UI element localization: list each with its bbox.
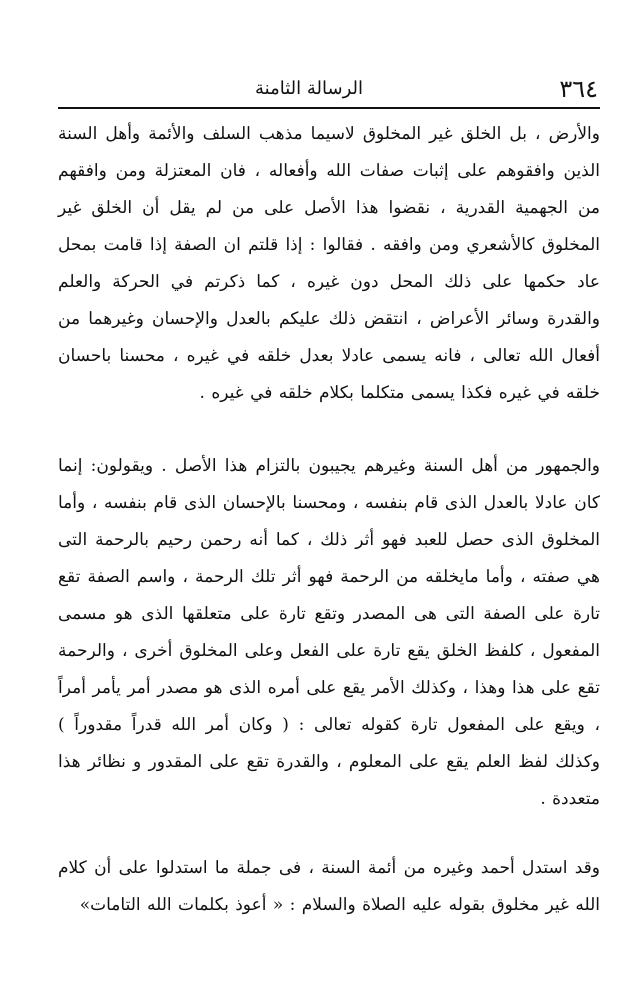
page-body: [58, 116, 600, 924]
running-title: الرسالة الثامنة: [255, 78, 363, 99]
paragraph-3: وقد استدل أحمد وغيره من أئمة السنة ، فى جملة ما استدلوا على أن كلام الله غير مخلوق بقوله عليه الصلاة والسلام : « أعوذ بكلمات الله التامات»: [58, 858, 600, 915]
header-rule: [58, 107, 600, 109]
page-number: ٣٦٤: [559, 75, 598, 103]
paragraph-1: والأرض ، بل الخلق غير المخلوق لاسيما مذهب السلف والأئمة وأهل السنة الذين وافقوهم على إثبات صفات الله وأفعاله ، فان المعتزلة ومن وافقهم من الجهمية القدرية ، نقضوا هذا الأصل على من لم يقل أن الخلق غير المخلوق كالأشعري ومن وافقه . فقالوا : إذا قلتم ان الصفة إذا قامت بمحل عاد حكمها على ذلك المحل دون غيره ، كما ذكرتم في الحركة والعلم والقدرة وسائر الأعراض ، انتقض ذلك عليكم بالعدل والإحسان وغيرهما من أفعال الله تعالى ، فانه يسمى عادلا بعدل خلقه في غيره ، محسنا باحسان خلقه في غيره فكذا يسمى متكلما بكلام خلقه في غيره .: [58, 124, 600, 403]
paragraph-2: والجمهور من أهل السنة وغيرهم يجيبون بالتزام هذا الأصل . ويقولون: إنما كان عادلا بالعدل الذى قام بنفسه ، ومحسنا بالإحسان الذى قام بنفسه ، وأما المخلوق الذى حصل للعبد فهو أثر ذلك ، كما أنه رحمن رحيم بالرحمة التى هي صفته ، وأما مايخلقه من الرحمة فهو أثر تلك الرحمة ، واسم الصفة تقع تارة على الصفة التى هى المصدر وتقع تارة على متعلقها الذى هو مسمى المفعول ، كلفظ الخلق يقع تارة على الفعل وعلى المخلوق أخرى ، والرحمة تقع على هذا وهذا ، وكذلك الأمر يقع على أمره الذى هو مصدر أمر يأمر أمراً ، ويقع على المفعول تارة كقوله تعالى : ( وكان أمر الله قدراً مقدوراً ) وكذلك لفظ العلم يقع على المعلوم ، والقدرة تقع على المقدور و نظائر هذا متعددة .: [58, 456, 600, 809]
page-header: [60, 74, 598, 104]
